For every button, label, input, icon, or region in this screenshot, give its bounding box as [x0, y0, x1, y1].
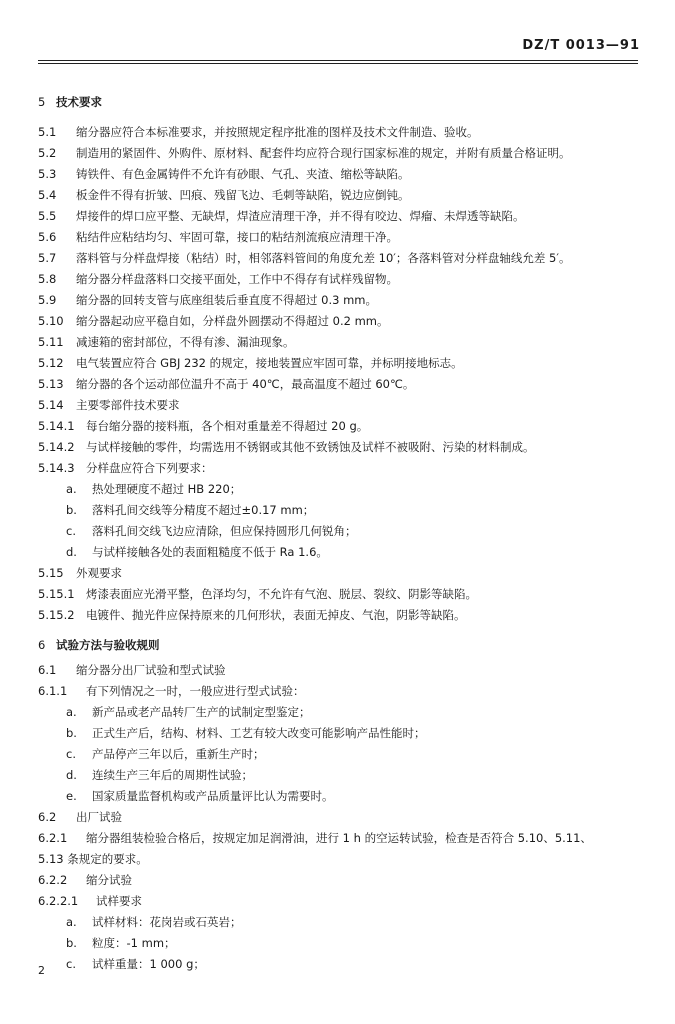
clause-text: 烤漆表面应光滑平整，色泽均匀，不允许有气泡、脱层、裂纹、阴影等缺陷。	[86, 587, 477, 601]
clause-line	[38, 663, 640, 677]
clause-line	[38, 209, 640, 223]
clause-text: 与试样接触各处的表面粗糙度不低于 Ra 1.6。	[92, 545, 328, 559]
clause-number: 5.13	[38, 377, 64, 391]
clause-line	[38, 566, 640, 580]
clause-text: 试样重量：1 000 g；	[92, 957, 205, 971]
list-item	[66, 936, 640, 950]
section-heading	[38, 95, 640, 109]
clause-text: 粒度：-1 mm；	[92, 936, 176, 950]
clause-number: 5.2	[38, 146, 57, 160]
clause-number: 5.15.1	[38, 587, 75, 601]
clause-number: c.	[66, 957, 76, 971]
clause-text: 主要零部件技术要求	[76, 398, 180, 412]
clause-number: d.	[66, 768, 77, 782]
clause-line	[38, 146, 640, 160]
clause-text: 有下列情况之一时，一般应进行型式试验：	[86, 684, 305, 698]
clause-text: 缩分器的回转支管与底座组装后垂直度不得超过 0.3 mm。	[76, 293, 378, 307]
clause-number: a.	[66, 915, 77, 929]
clause-text: 试样要求	[96, 894, 142, 908]
clause-number: 5.10	[38, 314, 64, 328]
clause-text: 铸铁件、有色金属铸件不允许有砂眼、气孔、夹渣、缩松等缺陷。	[76, 167, 410, 181]
clause-number: 5.11	[38, 335, 64, 349]
clause-line	[38, 873, 640, 887]
clause-number: d.	[66, 545, 77, 559]
clause-line	[38, 293, 640, 307]
clause-number: 5.14.3	[38, 461, 75, 475]
clause-number: 6.2.2.1	[38, 894, 79, 908]
clause-line	[38, 377, 640, 391]
clause-text: 缩分器起动应平稳自如，分样盘外圆摆动不得超过 0.2 mm。	[76, 314, 389, 328]
clause-text: 板金件不得有折皱、凹痕、残留飞边、毛刺等缺陷，锐边应倒钝。	[76, 188, 410, 202]
clause-line	[38, 852, 640, 866]
clause-number: 6	[38, 638, 46, 652]
clause-line	[38, 167, 640, 181]
clause-line	[38, 272, 640, 286]
clause-text: 缩分器分出厂试验和型式试验	[76, 663, 226, 677]
clause-text: 连续生产三年后的周期性试验；	[92, 768, 253, 782]
clause-text: 试样材料：花岗岩或石英岩；	[92, 915, 242, 929]
clause-line	[38, 230, 640, 244]
clause-number: 5.4	[38, 188, 57, 202]
clause-number: a.	[66, 705, 77, 719]
clause-number: b.	[66, 503, 77, 517]
clause-number: 5.7	[38, 251, 57, 265]
list-item	[66, 524, 640, 538]
clause-number: 6.2	[38, 810, 57, 824]
clause-line	[38, 356, 640, 370]
clause-text: 正式生产后，结构、材料、工艺有较大改变可能影响产品性能时；	[92, 726, 426, 740]
clause-text: 电气装置应符合 GBJ 232 的规定，接地装置应牢固可靠，并标明接地标志。	[76, 356, 463, 370]
clause-text: 落料孔间交线飞边应清除，但应保持圆形几何锐角；	[92, 524, 357, 538]
clause-number: 5.8	[38, 272, 57, 286]
clause-text: 产品停产三年以后，重新生产时；	[92, 747, 265, 761]
clause-text: 制造用的紧固件、外购件、原材料、配套件均应符合现行国家标准的规定，并附有质量合格证明。	[76, 146, 571, 160]
clause-text: 焊接件的焊口应平整、无缺焊，焊渣应清理干净，并不得有咬边、焊瘤、未焊透等缺陷。	[76, 209, 525, 223]
clause-text: 落料孔间交线等分精度不超过±0.17 mm；	[92, 503, 315, 517]
clause-text: 国家质量监督机构或产品质量评比认为需要时。	[92, 789, 334, 803]
clause-text: 与试样接触的零件，均需选用不锈钢或其他不致锈蚀及试样不被吸附、污染的材料制成。	[86, 440, 535, 454]
clause-text: 缩分器分样盘落料口交接平面处，工作中不得存有试样残留物。	[76, 272, 398, 286]
clause-number: 6.2.2	[38, 873, 68, 887]
header-rule-bottom	[38, 63, 638, 64]
clause-number: 5.15	[38, 566, 64, 580]
clause-text: 落料管与分样盘焊接（粘结）时，相邻落料管间的角度允差 10′；各落料管对分样盘轴线允差 5′。	[76, 251, 571, 265]
clause-number: 5.1	[38, 125, 57, 139]
clause-number: a.	[66, 482, 77, 496]
clause-text: 出厂试验	[76, 810, 122, 824]
standard-number-header: DZ/T 0013—91	[522, 38, 640, 53]
clause-number: 5.6	[38, 230, 57, 244]
clause-line	[38, 419, 640, 433]
clause-number: e.	[66, 789, 77, 803]
clause-line	[38, 188, 640, 202]
clause-number: b.	[66, 726, 77, 740]
clause-number: 6.2.1	[38, 831, 68, 845]
clause-text: 5.13 条规定的要求。	[38, 852, 148, 866]
clause-text: 技术要求	[56, 95, 102, 109]
clause-line	[38, 251, 640, 265]
clause-text: 缩分器的各个运动部位温升不高于 40℃，最高温度不超过 60℃。	[76, 377, 415, 391]
list-item	[66, 915, 640, 929]
clause-number: c.	[66, 747, 76, 761]
clause-line	[38, 125, 640, 139]
clause-number: 5.5	[38, 209, 57, 223]
clause-text: 分样盘应符合下列要求：	[86, 461, 213, 475]
header-rule-top	[38, 60, 638, 61]
clause-number: 5.12	[38, 356, 64, 370]
clause-line	[38, 398, 640, 412]
clause-text: 缩分器组装检验合格后，按规定加足润滑油，进行 1 h 的空运转试验，检查是否符合 5.10、5.11、	[86, 831, 592, 845]
clause-number: 6.1	[38, 663, 57, 677]
clause-text: 缩分器应符合本标准要求，并按照规定程序批准的图样及技术文件制造、验收。	[76, 125, 479, 139]
clause-line	[38, 684, 640, 698]
clause-line	[38, 587, 640, 601]
clause-text: 新产品或老产品转厂生产的试制定型鉴定；	[92, 705, 311, 719]
clause-text: 试验方法与验收规则	[56, 638, 160, 652]
clause-number: b.	[66, 936, 77, 950]
clause-number: 5	[38, 95, 46, 109]
list-item	[66, 503, 640, 517]
clause-text: 每台缩分器的接料瓶，各个相对重量差不得超过 20 g。	[86, 419, 369, 433]
clause-number: 5.3	[38, 167, 57, 181]
list-item	[66, 789, 640, 803]
clause-number: c.	[66, 524, 76, 538]
clause-number: 5.14.2	[38, 440, 75, 454]
clause-line	[38, 314, 640, 328]
clause-line	[38, 335, 640, 349]
list-item	[66, 545, 640, 559]
page-number: 2	[38, 964, 45, 977]
clause-text: 电镀件、抛光件应保持原来的几何形状，表面无掉皮、气泡，阴影等缺陷。	[86, 608, 466, 622]
list-item	[66, 726, 640, 740]
clause-line	[38, 440, 640, 454]
clause-text: 外观要求	[76, 566, 122, 580]
clause-line	[38, 810, 640, 824]
clause-line	[38, 461, 640, 475]
clause-line	[38, 831, 640, 845]
clause-number: 6.1.1	[38, 684, 68, 698]
list-item	[66, 768, 640, 782]
clause-text: 缩分试验	[86, 873, 132, 887]
clause-text: 热处理硬度不超过 HB 220；	[92, 482, 242, 496]
clause-line	[38, 894, 640, 908]
list-item	[66, 957, 640, 971]
clause-text: 减速箱的密封部位，不得有渗、漏油现象。	[76, 335, 295, 349]
clause-number: 5.14	[38, 398, 64, 412]
clause-number: 5.15.2	[38, 608, 75, 622]
clause-text: 粘结件应粘结均匀、牢固可靠，接口的粘结剂流痕应清理干净。	[76, 230, 398, 244]
list-item	[66, 482, 640, 496]
list-item	[66, 747, 640, 761]
list-item	[66, 705, 640, 719]
clause-number: 5.9	[38, 293, 57, 307]
clause-number: 5.14.1	[38, 419, 75, 433]
clause-line	[38, 608, 640, 622]
section-heading	[38, 638, 640, 652]
